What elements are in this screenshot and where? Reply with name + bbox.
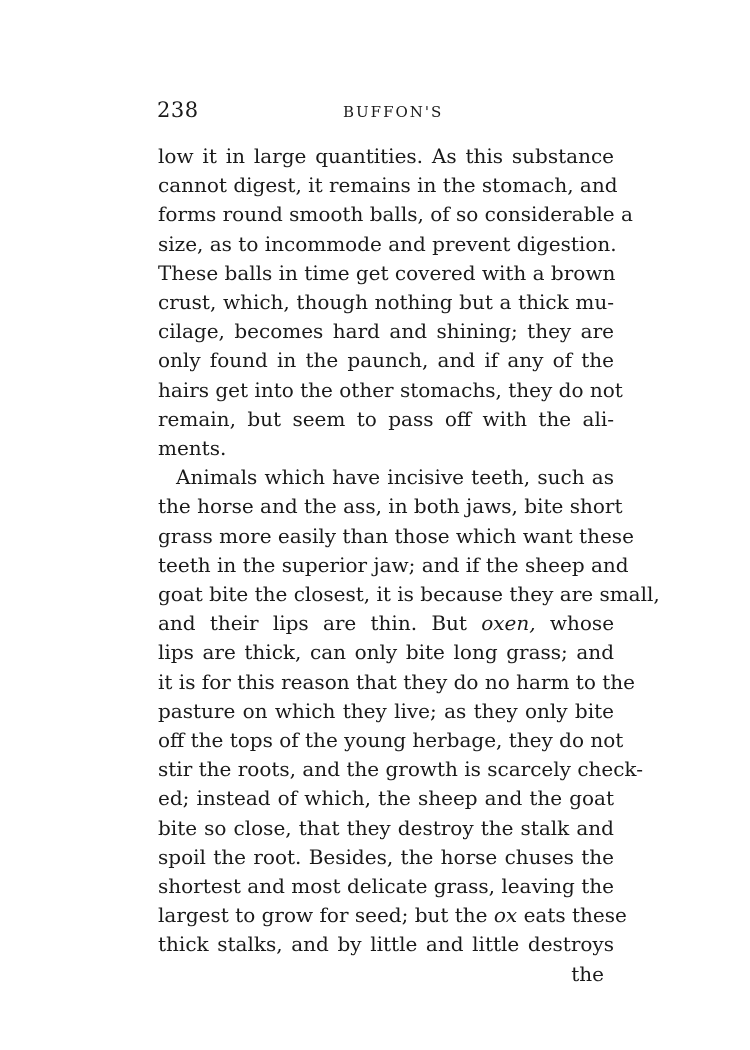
- text-fragment: eats these: [523, 903, 627, 928]
- text-line: off the tops of the young herbage, they do not: [158, 728, 624, 753]
- text-line: thick stalks, and by little and little destroys: [158, 932, 614, 957]
- text-line: [158, 901, 627, 930]
- text-line: cannot digest, it remains in the stomach, and: [158, 173, 618, 198]
- italic-word: oxen,: [481, 611, 536, 636]
- text-line: [158, 609, 614, 638]
- text-line: the horse and the ass, in both jaws, bite short: [158, 494, 623, 519]
- body-text: [158, 142, 660, 989]
- text-line: pasture on which they live; as they only bite: [158, 698, 614, 723]
- text-line: shortest and most delicate grass, leaving the: [158, 874, 614, 899]
- text-line: Animals which have incisive teeth, such as: [176, 465, 614, 490]
- running-title: BUFFON'S: [343, 103, 444, 121]
- text-line: remain, but seem to pass off with the ali-: [158, 406, 614, 431]
- text-line: it is for this reason that they do no harm to the: [158, 669, 635, 694]
- text-line: spoil the root. Besides, the horse chuses the: [158, 844, 614, 869]
- text-line: grass more easily than those which want these: [158, 523, 634, 548]
- text-line: lips are thick, can only bite long grass; and: [158, 640, 614, 665]
- text-line: goat bite the closest, it is because they are small,: [158, 582, 660, 607]
- running-head: [157, 98, 617, 128]
- text-line: hairs get into the other stomachs, they do not: [158, 377, 623, 402]
- text-line: stir the roots, and the growth is scarcely check-: [158, 757, 643, 782]
- text-line: teeth in the superior jaw; and if the sheep and: [158, 552, 629, 577]
- text-line: ments.: [158, 436, 227, 461]
- text-line: forms round smooth balls, of so considerable a: [158, 202, 633, 227]
- text-line: only found in the paunch, and if any of the: [158, 348, 614, 373]
- text-line: low it in large quantities. As this substance: [158, 144, 614, 168]
- text-line: bite so close, that they destroy the stalk and: [158, 815, 614, 840]
- text-fragment: largest to grow for seed; but the: [158, 903, 488, 928]
- text-line: size, as to incommode and prevent digestion.: [158, 231, 617, 256]
- text-line: These balls in time get covered with a brown: [158, 260, 616, 285]
- text-fragment: whose: [549, 611, 615, 636]
- text-fragment: and their lips are thin. But: [158, 611, 467, 636]
- text-line: cilage, becomes hard and shining; they are: [158, 319, 614, 344]
- italic-word: ox: [493, 903, 518, 928]
- page-number: 238: [157, 98, 199, 122]
- text-line: crust, which, though nothing but a thick mu-: [158, 290, 614, 315]
- catchword: the: [571, 961, 604, 986]
- text-line: ed; instead of which, the sheep and the goat: [158, 786, 614, 811]
